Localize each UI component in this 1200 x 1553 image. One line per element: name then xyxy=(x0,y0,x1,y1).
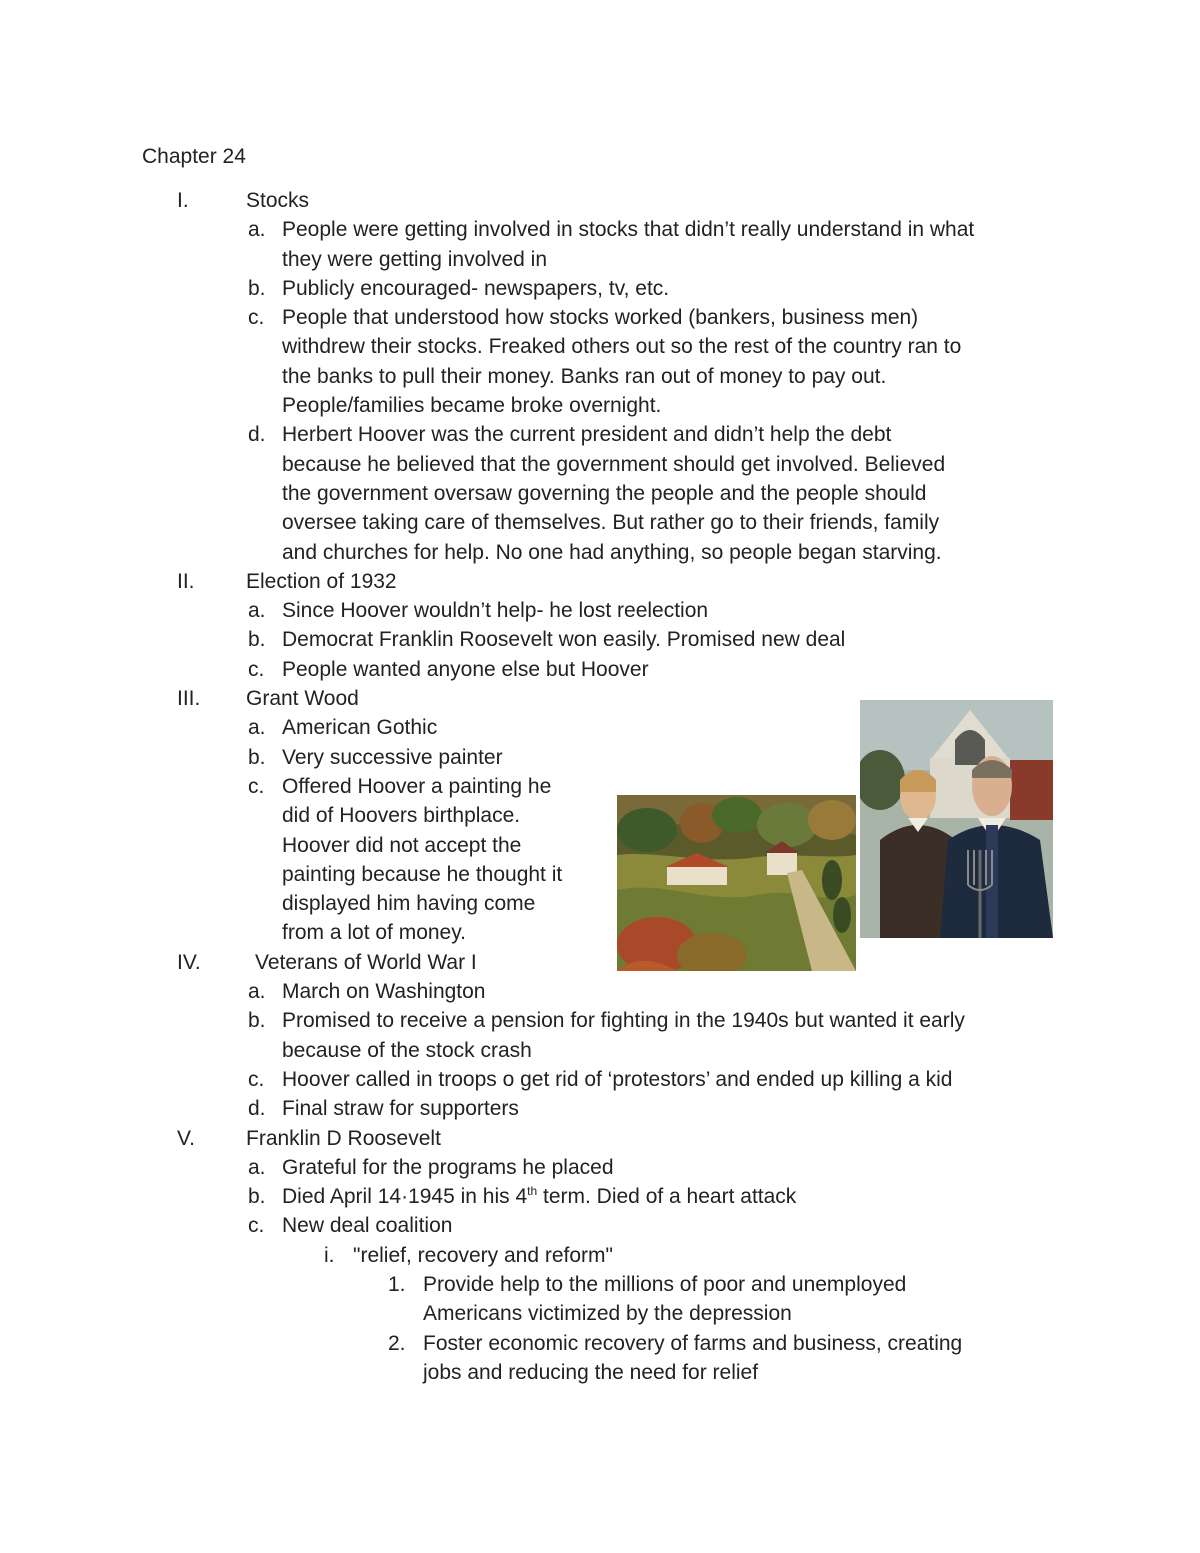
section-title: Grant Wood xyxy=(246,687,359,711)
section-marker: III. xyxy=(177,687,201,711)
list-item-continuation xyxy=(0,332,1200,361)
item-text: Democrat Franklin Roosevelt won easily. Promised new deal xyxy=(282,628,846,652)
section-heading xyxy=(0,186,1200,215)
item-text: displayed him having come xyxy=(282,892,536,916)
item-text: and churches for help. No one had anything, so people began starving. xyxy=(282,540,942,564)
item-marker: b. xyxy=(248,628,266,652)
item-text: the government oversaw governing the people and the people should xyxy=(282,481,927,505)
item-text: American Gothic xyxy=(282,716,438,740)
item-text: because he believed that the government should get involved. Believed xyxy=(282,452,946,476)
sub-list-item xyxy=(0,1241,1200,1270)
list-item-continuation xyxy=(0,479,1200,508)
list-item-continuation xyxy=(0,508,1200,537)
birthplace-painting-image xyxy=(617,795,856,971)
item-marker: d. xyxy=(248,1097,266,1121)
item-marker: c. xyxy=(248,1067,265,1091)
item-text: People that understood how stocks worked (bankers, business men) xyxy=(282,306,919,330)
item-text: People were getting involved in stocks that didn’t really understand in what xyxy=(282,218,975,242)
item-text: painting because he thought it xyxy=(282,862,563,886)
item-text: oversee taking care of themselves. But rather go to their friends, family xyxy=(282,511,940,535)
list-item-continuation xyxy=(0,1036,1200,1065)
list-item xyxy=(0,1065,1200,1094)
list-item-continuation xyxy=(0,362,1200,391)
item-marker: d. xyxy=(248,423,266,447)
item-text: Grateful for the programs he placed xyxy=(282,1155,614,1179)
item-marker: a. xyxy=(248,218,266,242)
section-title: Franklin D Roosevelt xyxy=(246,1126,441,1150)
list-item-continuation xyxy=(0,538,1200,567)
item-text: Since Hoover wouldn’t help- he lost reelection xyxy=(282,599,709,623)
item-marker: a. xyxy=(248,980,266,1004)
item-text: because of the stock crash xyxy=(282,1038,532,1062)
section-marker: I. xyxy=(177,189,189,212)
list-item xyxy=(0,596,1200,625)
list-item xyxy=(0,420,1200,449)
item-marker: b. xyxy=(248,276,266,300)
section-marker: II. xyxy=(177,569,195,593)
list-item xyxy=(0,215,1200,244)
item-text: Very successive painter xyxy=(282,745,503,769)
section-heading xyxy=(0,1124,1200,1153)
list-item xyxy=(0,977,1200,1006)
american-gothic-image xyxy=(860,700,1053,938)
sub-sub-item-marker: 2. xyxy=(388,1331,406,1355)
item-text: the banks to pull their money. Banks ran out of money to pay out. xyxy=(282,364,887,388)
list-item xyxy=(0,1211,1200,1240)
item-text: did of Hoovers birthplace. xyxy=(282,804,521,828)
section-title: Stocks xyxy=(246,189,310,212)
american-gothic-svg xyxy=(860,700,1053,938)
item-text: Hoover did not accept the xyxy=(282,833,522,857)
list-item xyxy=(0,655,1200,684)
item-text: Publicly encouraged- newspapers, tv, etc. xyxy=(282,276,670,300)
item-marker: c. xyxy=(248,657,265,681)
item-text-part: Died April 14·1945 in his 4 xyxy=(282,1185,528,1209)
item-marker: c. xyxy=(248,774,265,798)
section-title: Election of 1932 xyxy=(246,569,397,593)
section-marker: V. xyxy=(177,1126,195,1150)
section-marker: IV. xyxy=(177,950,201,974)
section-title: Veterans of World War I xyxy=(255,950,477,974)
sub-sub-item-text: Provide help to the millions of poor and unemployed xyxy=(423,1272,907,1296)
item-text: they were getting involved in xyxy=(282,247,547,271)
item-text: Offered Hoover a painting he xyxy=(282,774,552,798)
sub-sub-item-marker: 1. xyxy=(388,1272,406,1296)
sub-item-text: "relief, recovery and reform" xyxy=(353,1243,613,1267)
list-item-continuation xyxy=(0,450,1200,479)
item-text: March on Washington xyxy=(282,980,486,1004)
item-text: People/families became broke overnight. xyxy=(282,394,662,418)
item-marker: a. xyxy=(248,599,266,623)
sub-sub-list-item xyxy=(0,1270,1200,1299)
list-item xyxy=(0,1094,1200,1123)
item-text: New deal coalition xyxy=(282,1214,453,1238)
list-item-continuation xyxy=(0,245,1200,274)
item-marker: b. xyxy=(248,1009,266,1033)
page-title: Chapter 24 xyxy=(142,145,246,168)
sub-sub-list-item-continuation xyxy=(0,1299,1200,1328)
item-text: Final straw for supporters xyxy=(282,1097,519,1121)
sub-sub-item-text: Americans victimized by the depression xyxy=(423,1302,792,1326)
superscript: th xyxy=(527,1184,538,1199)
sub-item-marker: i. xyxy=(324,1243,335,1267)
list-item xyxy=(0,1153,1200,1182)
item-text: Hoover called in troops o get rid of ‘protestors’ and ended up killing a kid xyxy=(282,1067,953,1091)
item-text: withdrew their stocks. Freaked others out so the rest of the country ran to xyxy=(282,335,962,359)
list-item xyxy=(0,1182,1200,1211)
item-marker: b. xyxy=(248,745,266,769)
item-marker: a. xyxy=(248,1155,266,1179)
item-text-part: term. Died of a heart attack xyxy=(537,1185,797,1209)
item-marker: a. xyxy=(248,716,266,740)
list-item xyxy=(0,274,1200,303)
item-marker: b. xyxy=(248,1185,266,1209)
list-item xyxy=(0,303,1200,332)
list-item-continuation xyxy=(0,391,1200,420)
list-item xyxy=(0,1006,1200,1035)
item-marker: c. xyxy=(248,306,265,330)
item-text: from a lot of money. xyxy=(282,921,467,945)
sub-sub-list-item xyxy=(0,1329,1200,1358)
birthplace-painting-svg xyxy=(617,795,856,971)
list-item xyxy=(0,625,1200,654)
section-heading xyxy=(0,567,1200,596)
section-heading xyxy=(0,948,1200,977)
item-text: People wanted anyone else but Hoover xyxy=(282,657,649,681)
item-text: Herbert Hoover was the current president and didn’t help the debt xyxy=(282,423,892,447)
sub-sub-list-item-continuation xyxy=(0,1358,1200,1387)
item-text: Promised to receive a pension for fighting in the 1940s but wanted it early xyxy=(282,1009,965,1033)
sub-sub-item-text: jobs and reducing the need for relief xyxy=(423,1360,759,1384)
item-marker: c. xyxy=(248,1214,265,1238)
item-text xyxy=(282,1182,796,1211)
sub-sub-item-text: Foster economic recovery of farms and business, creating xyxy=(423,1331,963,1355)
